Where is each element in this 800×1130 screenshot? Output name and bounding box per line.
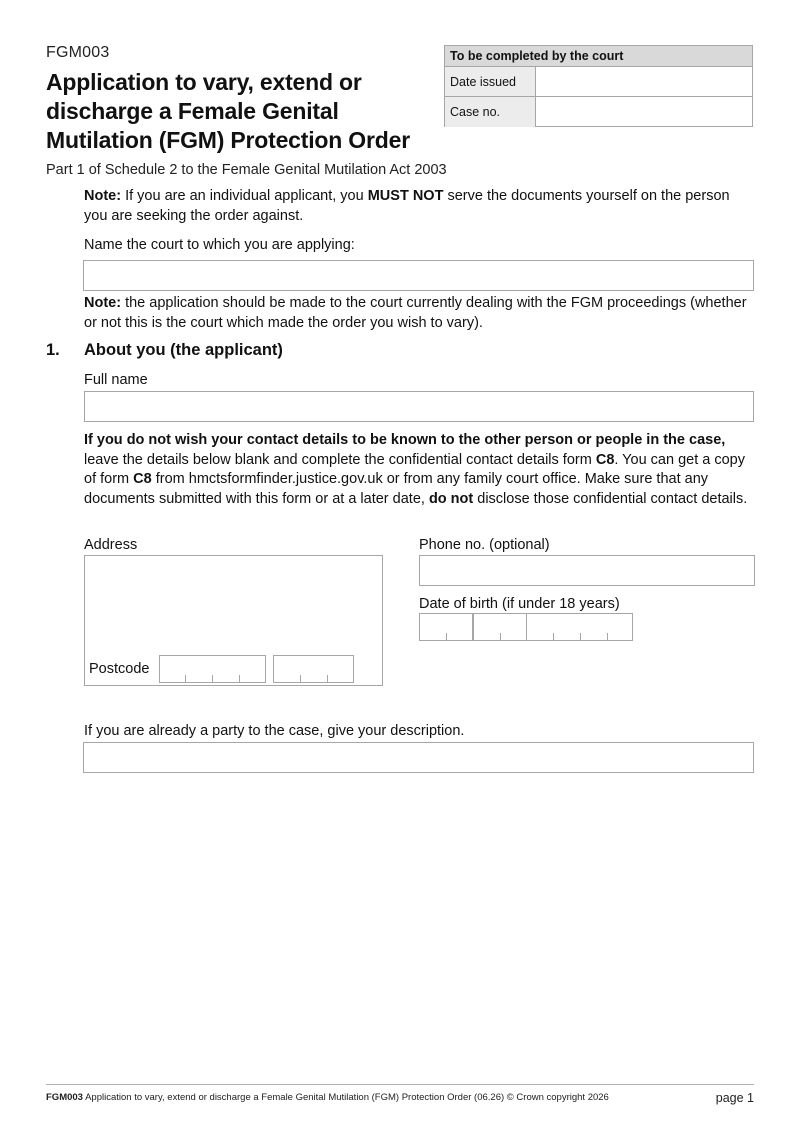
court-name-field[interactable] <box>83 260 754 291</box>
dob-day[interactable] <box>419 613 473 641</box>
confidential-details-note <box>84 431 756 509</box>
note-which-court <box>84 294 756 333</box>
page-title: Application to vary, extend or discharge a Female Genital Mutilation (FGM) Protection Order <box>46 69 410 153</box>
form-c8-ref: C8 <box>595 451 615 468</box>
full-name-field[interactable] <box>84 391 754 422</box>
address-label: Address <box>84 537 138 553</box>
case-no-field[interactable] <box>536 97 752 127</box>
postcode-part-1[interactable] <box>159 655 266 683</box>
note-text-a: If you are an individual applicant, you <box>121 188 368 204</box>
dob-year[interactable] <box>526 613 633 641</box>
postcode-part-2[interactable] <box>273 655 354 683</box>
dob-label: Date of birth (if under 18 years) <box>419 596 620 612</box>
full-name-label: Full name <box>84 372 148 388</box>
postcode-label: Postcode <box>89 661 150 677</box>
footer-code: FGM003 <box>46 1092 83 1103</box>
party-description-label: If you are already a party to the case, give your description. <box>84 723 465 739</box>
confidential-text-4: disclose those confidential contact details. <box>473 490 748 507</box>
court-name-label: Name the court to which you are applying: <box>84 237 355 253</box>
note-text-b: serve the documents yourself on the person you are seeking the order against. <box>84 188 730 224</box>
footer-divider <box>46 1084 754 1085</box>
section-title: About you (the applicant) <box>84 341 283 359</box>
party-description-field[interactable] <box>83 742 754 773</box>
dob-month[interactable] <box>473 613 527 641</box>
case-no-label: Case no. <box>445 97 536 127</box>
court-use-box <box>444 45 753 127</box>
footer-description: Application to vary, extend or discharge a Female Genital Mutilation (FGM) Protection Order (06.26) © Crown copyright 2026 <box>82 1092 609 1103</box>
note-text: the application should be made to the court currently dealing with the FGM proceedings (whether or not this is the court which made the order you wish to vary). <box>84 295 747 331</box>
date-issued-label: Date issued <box>445 67 536 96</box>
footer-text <box>46 1092 609 1103</box>
form-c8-ref: C8 <box>133 471 152 487</box>
confidential-lead: If you do not wish your contact details to be known to the other person or people in the case, <box>84 432 726 448</box>
confidential-text-2: . You can get a copy of form <box>84 451 745 487</box>
do-not-emphasis: do not <box>428 490 474 507</box>
date-issued-field[interactable] <box>536 67 752 96</box>
confidential-text-3: from hmctsformfinder.justice.gov.uk or from any family court office. Make sure that any documents submitted with this form or at a later date, <box>84 471 709 507</box>
phone-label: Phone no. (optional) <box>419 537 550 553</box>
note-label: Note: <box>84 188 122 204</box>
form-code: FGM003 <box>46 44 110 61</box>
confidential-text-1: leave the details below blank and complete the confidential contact details form <box>84 451 596 468</box>
note-label: Note: <box>84 295 122 311</box>
note-serving-documents <box>84 187 756 226</box>
phone-field[interactable] <box>419 555 755 586</box>
case-no-row <box>445 97 752 127</box>
court-use-heading: To be completed by the court <box>445 46 752 67</box>
page-number: page 1 <box>715 1091 754 1105</box>
section-number: 1. <box>46 341 60 359</box>
date-issued-row <box>445 67 752 97</box>
page-subtitle: Part 1 of Schedule 2 to the Female Genital Mutilation Act 2003 <box>46 162 447 178</box>
note-emphasis: MUST NOT <box>367 188 444 204</box>
